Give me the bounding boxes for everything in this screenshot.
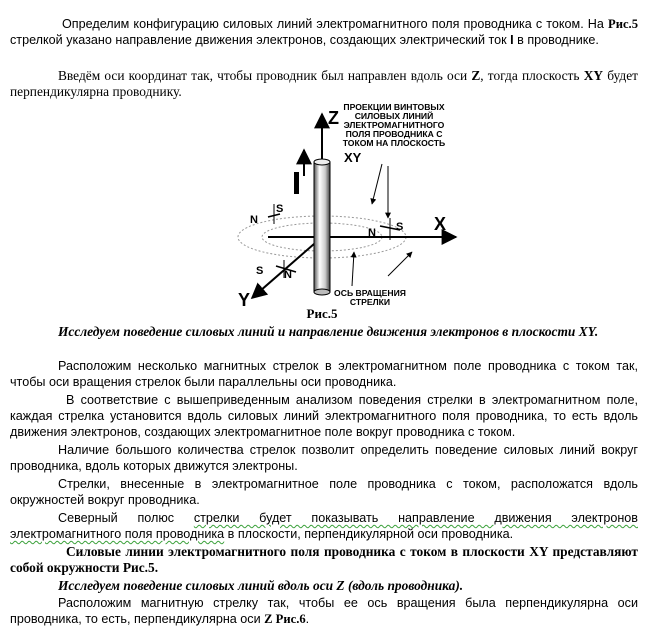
figure-caption: Рис.5 <box>306 306 338 321</box>
paragraph-many-needles: Наличие большого количества стрелок позволит определить поведение силовых линий вокруг проводника, вдоль которых движутся электроны. <box>10 443 638 473</box>
axis-y-label: Y <box>238 290 251 310</box>
paragraph-axes <box>10 68 638 100</box>
rotation-label <box>334 288 406 307</box>
projection-label-line: ПРОЕКЦИИ ВИНТОВЫХ <box>343 102 445 112</box>
rotation-label-line: ОСЬ ВРАЩЕНИЯ <box>334 288 406 298</box>
projection-leader-1 <box>372 164 382 204</box>
paragraph-axes-text-3: будет перпендикулярна проводнику. <box>10 68 638 99</box>
paragraph-north-pole <box>10 510 638 542</box>
conductor-bottom <box>314 289 330 295</box>
paragraph-perpendicular <box>10 595 638 627</box>
paragraph-north-pole-text: Северный полюс <box>58 511 194 525</box>
current-label: I <box>288 176 295 201</box>
pole-s-front: S <box>256 265 264 277</box>
paragraph-circles: Стрелки, внесенные в электромагнитное поле проводника с током, расположатся вдоль окружностей вокруг проводника. <box>10 477 638 507</box>
pole-s-right: S <box>396 221 404 233</box>
projection-xy-label: XY <box>344 150 362 165</box>
heading-field-lines-xy: Силовые линии электромагнитного поля проводника с током в плоскости XY представляют собой окружности Рис.5. <box>10 544 638 575</box>
paragraph-intro <box>10 16 638 48</box>
pole-s-left: S <box>276 203 284 215</box>
paragraph-north-pole-text-2: в плоскости, перпендикулярной оси проводника. <box>224 527 514 541</box>
plane-xy-ref: XY <box>583 68 604 83</box>
current-symbol: I <box>510 33 514 47</box>
paragraph-intro-text-3: в проводнике. <box>513 33 599 47</box>
grammar-flagged-text: стрелки будет показывать направление движения электронов электромагнитного поля проводника <box>10 511 638 541</box>
heading-along-z: Исследуем поведение силовых линий вдоль оси Z (вдоль проводника). <box>58 578 464 593</box>
pole-n-right: N <box>368 227 376 239</box>
pole-n-front: N <box>284 269 292 281</box>
axis-z-ref: Z <box>471 68 481 83</box>
figure-5-diagram <box>228 100 468 320</box>
rotation-leader-1 <box>352 252 354 286</box>
paragraph-intro-text-2: стрелкой указано направление движения электронов, создающих электрический ток <box>10 33 511 47</box>
paragraph-axes-text-2: , тогда плоскость <box>480 68 584 83</box>
axis-z-label: Z <box>328 108 339 128</box>
pole-n-left: N <box>250 214 258 226</box>
paragraph-axes-text: Введём оси координат так, чтобы проводник был направлен вдоль оси <box>58 68 472 83</box>
heading-xy-plane: Исследуем поведение силовых линий и направление движения электронов в плоскости XY. <box>58 324 599 339</box>
projection-label <box>343 102 445 148</box>
rotation-leader-2 <box>388 252 412 276</box>
projection-label-line: СИЛОВЫХ ЛИНИЙ <box>354 111 434 121</box>
figure-ref-5: Рис.5 <box>608 17 638 31</box>
conductor-cylinder <box>314 162 330 292</box>
rotation-label-line: СТРЕЛКИ <box>349 297 391 307</box>
paragraph-analysis: В соответствие с вышеприведенным анализом поведения стрелки в электромагнитном поле, каждая стрелка установится вдоль силовых линий электромагнитного поля проводника, то есть вдоль движения электронов, создающих электромагнитное поле вокруг проводника с током. <box>10 393 638 439</box>
current-bar <box>294 172 299 194</box>
paragraph-place-needles: Расположим несколько магнитных стрелок в электромагнитном поле проводника с током так, чтобы оси вращения стрелок были параллельны оси проводника. <box>10 359 638 389</box>
paragraph-intro-text: Определим конфигурацию силовых линий электромагнитного поля проводника с током. На <box>62 17 609 31</box>
projection-label-line: ЭЛЕКТРОМАГНИТНОГО <box>343 120 445 130</box>
conductor-top <box>314 159 330 165</box>
projection-label-line: ПОЛЯ ПРОВОДНИКА С <box>345 129 443 139</box>
figure-ref-6: Z Рис.6 <box>264 612 306 626</box>
paragraph-perpendicular-text: Расположим магнитную стрелку так, чтобы ее ось вращения была перпендикулярна оси проводника, то есть, перпендикулярна оси <box>10 596 638 626</box>
projection-label-line: ТОКОМ НА ПЛОСКОСТЬ <box>342 138 446 148</box>
axis-x-label: X <box>434 214 447 234</box>
paragraph-perpendicular-end: . <box>305 612 310 626</box>
